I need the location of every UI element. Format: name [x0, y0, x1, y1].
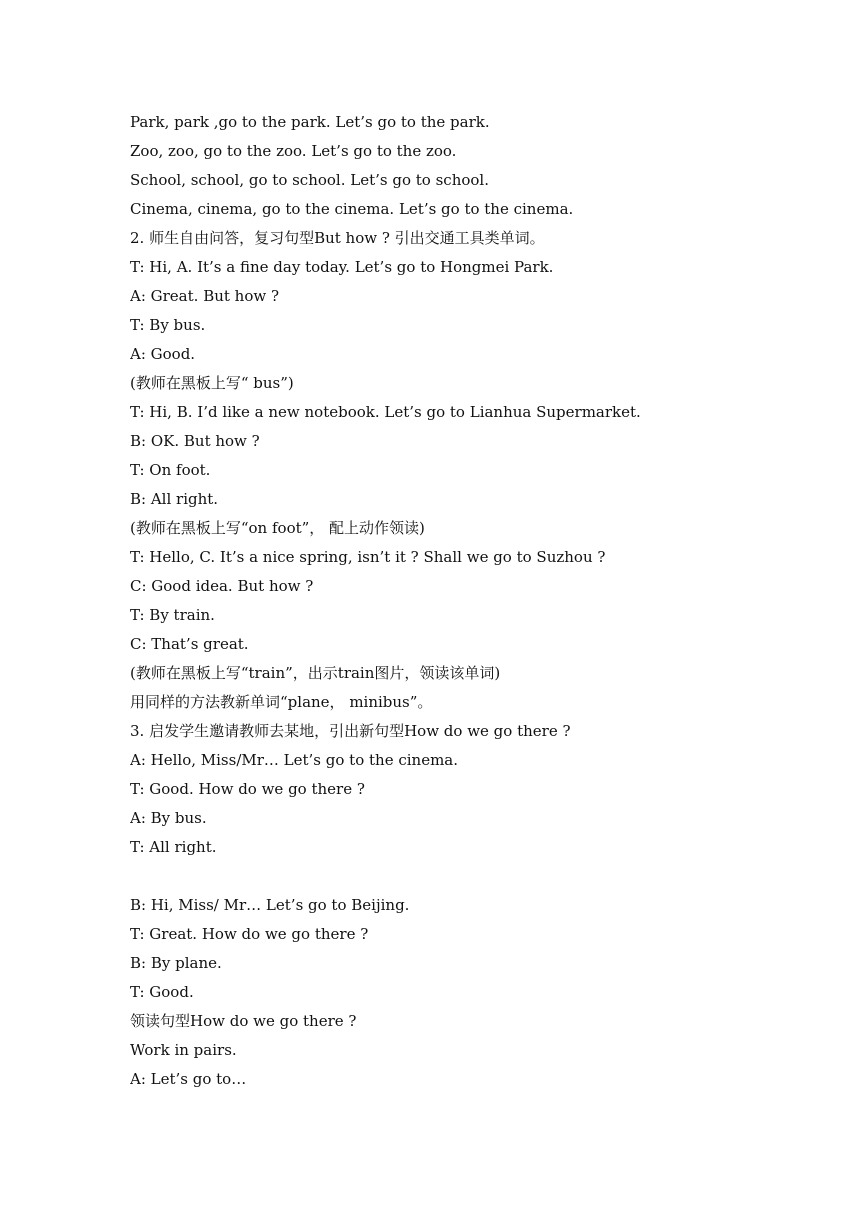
dialogue-line: T: Good. How do we go there ?: [130, 780, 365, 798]
text-line: Park, park ,go to the park. Let’s go to the park.: [130, 113, 490, 131]
dialogue-line: C: That’s great.: [130, 635, 249, 653]
step-heading: 2. 师生自由问答，复习句型But how ? 引出交通工具类单词。: [130, 229, 545, 247]
dialogue-line: B: OK. But how ?: [130, 432, 260, 450]
dialogue-line: B: Hi, Miss/ Mr… Let’s go to Beijing.: [130, 896, 410, 914]
dialogue-line: T: Hello, C. It’s a nice spring, isn’t it ? Shall we go to Suzhou ?: [130, 548, 606, 566]
teacher-note: (教师在黑板上写“ bus”): [130, 374, 294, 392]
dialogue-line: T: Hi, A. It’s a fine day today. Let’s go to Hongmei Park.: [130, 258, 554, 276]
lesson-text: [130, 108, 830, 1094]
dialogue-line: B: All right.: [130, 490, 219, 508]
blank-line: [130, 862, 830, 891]
dialogue-line: T: Great. How do we go there ?: [130, 925, 369, 943]
teacher-note: (教师在黑板上写“train”，出示train图片，领读该单词): [130, 664, 501, 682]
dialogue-line: T: By train.: [130, 606, 215, 624]
dialogue-line: B: By plane.: [130, 954, 222, 972]
teacher-note: 用同样的方法教新单词“plane， minibus”。: [130, 693, 433, 711]
dialogue-line: T: All right.: [130, 838, 217, 856]
dialogue-line: A: By bus.: [130, 809, 207, 827]
teacher-note: (教师在黑板上写“on foot”， 配上动作领读): [130, 519, 425, 537]
text-line: Work in pairs.: [130, 1041, 237, 1059]
dialogue-line: A: Good.: [130, 345, 196, 363]
text-line: Zoo, zoo, go to the zoo. Let’s go to the zoo.: [130, 142, 457, 160]
dialogue-line: A: Hello, Miss/Mr… Let’s go to the cinema.: [130, 751, 459, 769]
dialogue-line: T: On foot.: [130, 461, 211, 479]
text-line: Cinema, cinema, go to the cinema. Let’s go to the cinema.: [130, 200, 574, 218]
dialogue-line: A: Great. But how ?: [130, 287, 280, 305]
teacher-note: 领读句型How do we go there ?: [130, 1012, 357, 1030]
dialogue-line: A: Let’s go to…: [130, 1070, 247, 1088]
dialogue-line: T: Good.: [130, 983, 194, 1001]
step-heading: 3. 启发学生邀请教师去某地，引出新句型How do we go there ?: [130, 722, 571, 740]
dialogue-line: T: Hi, B. I’d like a new notebook. Let’s go to Lianhua Supermarket.: [130, 403, 641, 421]
dialogue-line: T: By bus.: [130, 316, 206, 334]
text-line: School, school, go to school. Let’s go to school.: [130, 171, 489, 189]
dialogue-line: C: Good idea. But how ?: [130, 577, 314, 595]
